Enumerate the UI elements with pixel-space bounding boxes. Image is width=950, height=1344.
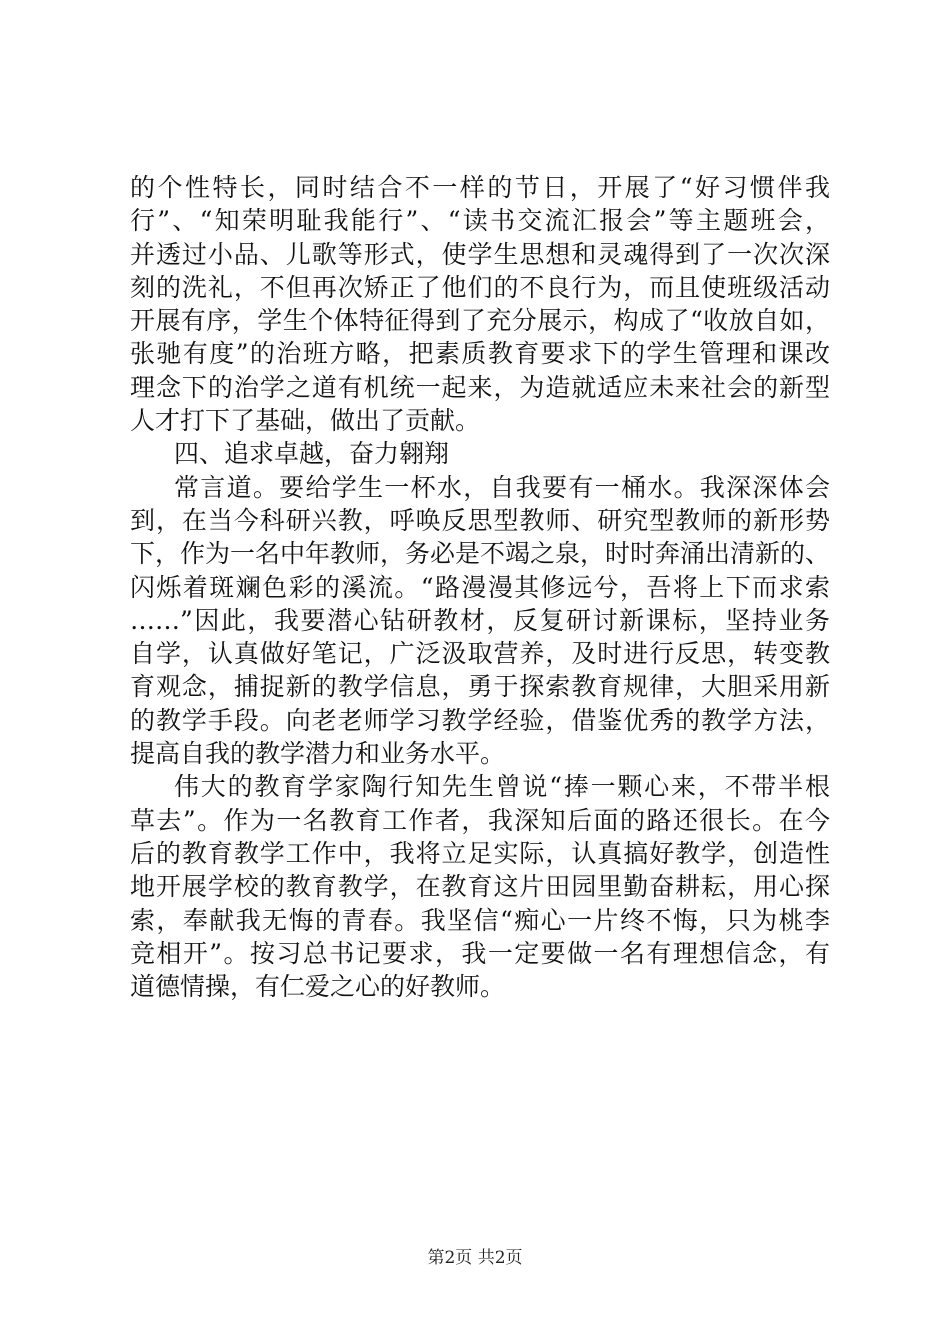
text-line: 理念下的治学之道有机统一起来，为造就适应未来社会的新型: [130, 372, 830, 402]
text-line: 竞相开”。按习总书记要求，我一定要做一名有理想信念，有: [130, 938, 830, 968]
text-line: 索，奉献我无悔的青春。我坚信“痴心一片终不悔，只为桃李: [130, 905, 830, 935]
text-line: 自学，认真做好笔记，广泛汲取营养，及时进行反思，转变教: [130, 639, 830, 669]
text-line: 后的教育教学工作中，我将立足实际，认真搞好教学，创造性: [130, 838, 830, 868]
text-line: 到，在当今科研兴教，呼唤反思型教师、研究型教师的新形势: [130, 505, 830, 535]
text-line: 刻的洗礼，不但再次矫正了他们的不良行为，而且使班级活动: [130, 272, 830, 302]
text-line: 草去”。作为一名教育工作者，我深知后面的路还很长。在今: [130, 805, 830, 835]
text-line: 并透过小品、儿歌等形式，使学生思想和灵魂得到了一次次深: [130, 239, 830, 269]
body-text: [130, 171, 830, 1003]
text-line: 的教学手段。向老老师学习教学经验，借鉴优秀的教学方法，: [130, 705, 830, 735]
text-line: 地开展学校的教育教学，在教育这片田园里勤奋耕耘，用心探: [130, 872, 830, 902]
text-line: 道德情操，有仁爱之心的好教师。: [130, 972, 506, 1002]
text-line: 开展有序，学生个体特征得到了充分展示，构成了“收放自如，: [130, 306, 830, 336]
text-line: 闪烁着斑斓色彩的溪流。“路漫漫其修远兮，吾将上下而求索: [130, 572, 830, 602]
text-line: 的个性特长，同时结合不一样的节日，开展了“好习惯伴我: [130, 173, 830, 202]
text-line: 张驰有度”的治班方略，把素质教育要求下的学生管理和课改: [130, 339, 830, 369]
text-line: 行”、“知荣明耻我能行”、“读书交流汇报会”等主题班会，: [130, 206, 830, 236]
text-line: 育观念，捕捉新的教学信息，勇于探索教育规律，大胆采用新: [130, 672, 830, 702]
text-line: 人才打下了基础，做出了贡献。: [130, 406, 481, 436]
text-line: ……”因此，我要潜心钻研教材，反复研讨新课标，坚持业务: [130, 605, 830, 635]
text-line: 下，作为一名中年教师，务必是不竭之泉，时时奔涌出清新的、: [130, 539, 830, 569]
section-heading: 四、追求卓越，奋力翱翔: [174, 439, 450, 469]
text-line: 常言道。要给学生一杯水，自我要有一桶水。我深深体会: [174, 472, 830, 502]
text-line: 提高自我的教学潜力和业务水平。: [130, 739, 506, 769]
page-footer: 第2页 共2页: [427, 1248, 523, 1268]
text-line: 伟大的教育学家陶行知先生曾说“捧一颗心来，不带半根: [174, 772, 830, 802]
